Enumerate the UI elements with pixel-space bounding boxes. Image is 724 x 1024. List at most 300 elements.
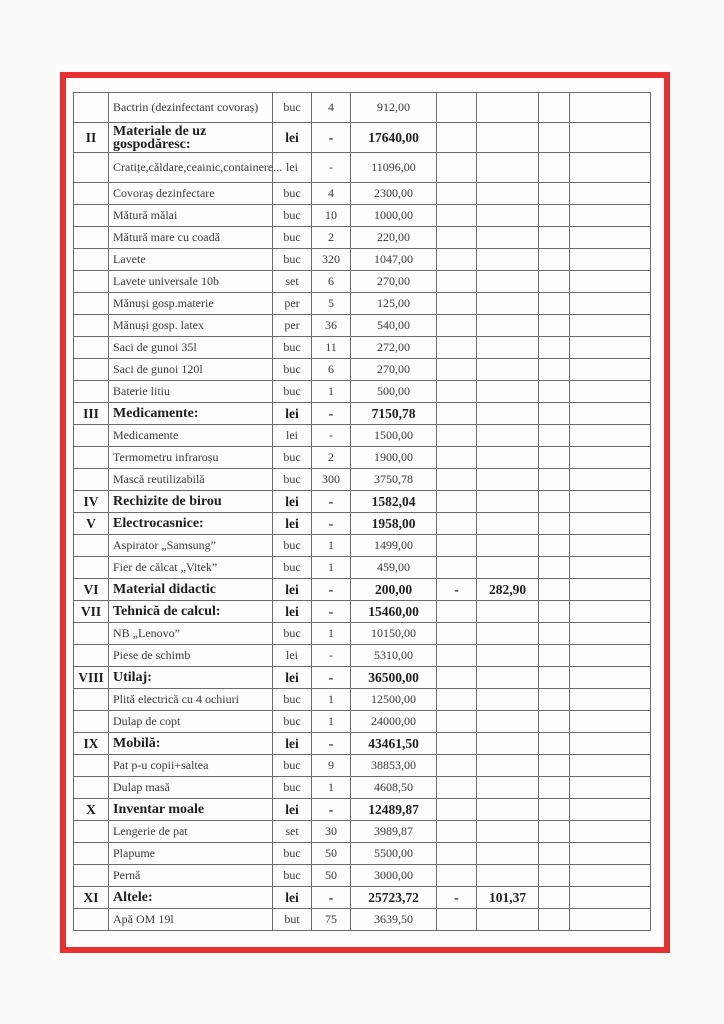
extra-col-3-cell (539, 249, 570, 271)
amount-cell: 5500,00 (351, 843, 437, 865)
extra-col-1-cell (437, 865, 477, 887)
unit-cell: lei (273, 601, 312, 623)
extra-col-4-cell (570, 689, 651, 711)
item-name-cell: Mănuși gosp. latex (109, 315, 273, 337)
extra-col-2-cell (477, 843, 539, 865)
extra-col-2-cell (477, 821, 539, 843)
extra-col-3-cell (539, 557, 570, 579)
unit-cell: lei (273, 667, 312, 689)
category-row (74, 403, 651, 425)
row-number-cell: IX (74, 733, 109, 755)
extra-col-2-cell (477, 93, 539, 123)
extra-col-1-cell (437, 359, 477, 381)
extra-col-3-cell (539, 123, 570, 153)
item-name-cell: Pernă (109, 865, 273, 887)
item-name-cell: Plită electrică cu 4 ochiuri (109, 689, 273, 711)
unit-cell: lei (273, 733, 312, 755)
extra-col-3-cell (539, 733, 570, 755)
extra-col-3-cell (539, 183, 570, 205)
extra-col-4-cell (570, 909, 651, 931)
amount-cell: 25723,72 (351, 887, 437, 909)
item-row (74, 293, 651, 315)
quantity-cell: 4 (312, 183, 351, 205)
unit-cell: buc (273, 469, 312, 491)
extra-col-1-cell (437, 557, 477, 579)
extra-col-3-cell (539, 909, 570, 931)
amount-cell: 1900,00 (351, 447, 437, 469)
item-row (74, 227, 651, 249)
item-name-cell: Apă OM 19l (109, 909, 273, 931)
row-number-cell (74, 153, 109, 183)
extra-col-2-cell (477, 271, 539, 293)
extra-col-1-cell (437, 755, 477, 777)
item-name-cell: Covoraș dezinfectare (109, 183, 273, 205)
quantity-cell: 6 (312, 271, 351, 293)
extra-col-2-cell (477, 799, 539, 821)
extra-col-1-cell (437, 425, 477, 447)
quantity-cell: 1 (312, 689, 351, 711)
item-name-cell: Saci de gunoi 120l (109, 359, 273, 381)
extra-col-2-cell (477, 777, 539, 799)
extra-col-4-cell (570, 359, 651, 381)
item-name-cell: Piese de schimb (109, 645, 273, 667)
extra-col-4-cell (570, 271, 651, 293)
amount-cell: 1582,04 (351, 491, 437, 513)
extra-col-3-cell (539, 425, 570, 447)
extra-col-4-cell (570, 381, 651, 403)
amount-cell: 12489,87 (351, 799, 437, 821)
amount-cell: 3989,87 (351, 821, 437, 843)
extra-col-4-cell (570, 865, 651, 887)
amount-cell: 912,00 (351, 93, 437, 123)
amount-cell: 3000,00 (351, 865, 437, 887)
extra-col-3-cell (539, 205, 570, 227)
extra-col-1-cell (437, 667, 477, 689)
extra-col-3-cell (539, 93, 570, 123)
unit-cell: lei (273, 579, 312, 601)
extra-col-1-cell (437, 623, 477, 645)
amount-cell: 43461,50 (351, 733, 437, 755)
quantity-cell: - (312, 403, 351, 425)
item-name-cell: Lavete universale 10b (109, 271, 273, 293)
extra-col-2-cell (477, 491, 539, 513)
amount-cell: 15460,00 (351, 601, 437, 623)
extra-col-1-cell (437, 381, 477, 403)
extra-col-4-cell (570, 535, 651, 557)
category-row (74, 491, 651, 513)
quantity-cell: 320 (312, 249, 351, 271)
extra-col-1-cell (437, 447, 477, 469)
row-number-cell (74, 711, 109, 733)
extra-col-2-cell: 101,37 (477, 887, 539, 909)
quantity-cell: 50 (312, 843, 351, 865)
extra-col-4-cell (570, 205, 651, 227)
quantity-cell: - (312, 799, 351, 821)
quantity-cell: 1 (312, 777, 351, 799)
row-number-cell (74, 843, 109, 865)
unit-cell: lei (273, 799, 312, 821)
unit-cell: lei (273, 645, 312, 667)
extra-col-2-cell (477, 711, 539, 733)
quantity-cell: - (312, 425, 351, 447)
amount-cell: 36500,00 (351, 667, 437, 689)
unit-cell: buc (273, 689, 312, 711)
amount-cell: 1499,00 (351, 535, 437, 557)
extra-col-3-cell (539, 711, 570, 733)
extra-col-1-cell (437, 227, 477, 249)
item-name-cell: Baterie litiu (109, 381, 273, 403)
unit-cell: buc (273, 535, 312, 557)
item-row (74, 711, 651, 733)
item-name-cell: Medicamente: (109, 403, 273, 425)
extra-col-1-cell (437, 403, 477, 425)
quantity-cell: 10 (312, 205, 351, 227)
unit-cell: per (273, 293, 312, 315)
row-number-cell (74, 909, 109, 931)
unit-cell: set (273, 271, 312, 293)
item-row (74, 623, 651, 645)
extra-col-3-cell (539, 271, 570, 293)
item-name-cell: NB „Lenovo” (109, 623, 273, 645)
extra-col-3-cell (539, 777, 570, 799)
amount-cell: 10150,00 (351, 623, 437, 645)
extra-col-1-cell (437, 777, 477, 799)
amount-cell: 11096,00 (351, 153, 437, 183)
unit-cell: buc (273, 447, 312, 469)
amount-cell: 125,00 (351, 293, 437, 315)
item-name-cell: Bactrin (dezinfectant covoraș) (109, 93, 273, 123)
item-row (74, 205, 651, 227)
extra-col-2-cell (477, 645, 539, 667)
amount-cell: 220,00 (351, 227, 437, 249)
item-row (74, 865, 651, 887)
extra-col-1-cell: - (437, 887, 477, 909)
extra-col-4-cell (570, 153, 651, 183)
row-number-cell: XI (74, 887, 109, 909)
item-name-cell: Tehnică de calcul: (109, 601, 273, 623)
extra-col-1-cell (437, 491, 477, 513)
row-number-cell (74, 689, 109, 711)
quantity-cell: 9 (312, 755, 351, 777)
row-number-cell (74, 865, 109, 887)
extra-col-3-cell (539, 821, 570, 843)
extra-col-4-cell (570, 227, 651, 249)
unit-cell: buc (273, 227, 312, 249)
unit-cell: buc (273, 249, 312, 271)
extra-col-2-cell (477, 153, 539, 183)
row-number-cell: VIII (74, 667, 109, 689)
quantity-cell: 1 (312, 557, 351, 579)
amount-cell: 2300,00 (351, 183, 437, 205)
row-number-cell: VI (74, 579, 109, 601)
unit-cell: lei (273, 513, 312, 535)
extra-col-2-cell (477, 123, 539, 153)
inventory-table (73, 92, 651, 931)
item-name-cell: Plapume (109, 843, 273, 865)
extra-col-3-cell (539, 579, 570, 601)
inventory-table-body (74, 93, 651, 931)
row-number-cell (74, 381, 109, 403)
item-name-cell: Altele: (109, 887, 273, 909)
extra-col-2-cell (477, 513, 539, 535)
amount-cell: 17640,00 (351, 123, 437, 153)
category-row (74, 887, 651, 909)
amount-cell: 200,00 (351, 579, 437, 601)
extra-col-1-cell (437, 123, 477, 153)
quantity-cell: 1 (312, 711, 351, 733)
item-name-cell: Aspirator „Samsung” (109, 535, 273, 557)
extra-col-4-cell (570, 293, 651, 315)
unit-cell: lei (273, 491, 312, 513)
extra-col-1-cell (437, 93, 477, 123)
quantity-cell: 1 (312, 381, 351, 403)
unit-cell: buc (273, 755, 312, 777)
amount-cell: 459,00 (351, 557, 437, 579)
row-number-cell: V (74, 513, 109, 535)
extra-col-4-cell (570, 799, 651, 821)
item-name-cell: Medicamente (109, 425, 273, 447)
extra-col-4-cell (570, 755, 651, 777)
extra-col-1-cell: - (437, 579, 477, 601)
unit-cell: buc (273, 337, 312, 359)
item-name-cell: Mănuși gosp.materie (109, 293, 273, 315)
item-name-cell: Electrocasnice: (109, 513, 273, 535)
amount-cell: 1958,00 (351, 513, 437, 535)
item-name-cell: Mătură mare cu coadă (109, 227, 273, 249)
category-row (74, 579, 651, 601)
quantity-cell: 4 (312, 93, 351, 123)
item-row (74, 821, 651, 843)
extra-col-3-cell (539, 447, 570, 469)
amount-cell: 3750,78 (351, 469, 437, 491)
extra-col-1-cell (437, 249, 477, 271)
extra-col-2-cell (477, 315, 539, 337)
extra-col-3-cell (539, 403, 570, 425)
unit-cell: lei (273, 123, 312, 153)
unit-cell: lei (273, 153, 312, 183)
unit-cell: set (273, 821, 312, 843)
extra-col-2-cell (477, 733, 539, 755)
extra-col-3-cell (539, 293, 570, 315)
extra-col-4-cell (570, 777, 651, 799)
category-row (74, 799, 651, 821)
amount-cell: 4608,50 (351, 777, 437, 799)
row-number-cell (74, 645, 109, 667)
item-row (74, 843, 651, 865)
item-row (74, 469, 651, 491)
unit-cell: buc (273, 711, 312, 733)
item-row (74, 93, 651, 123)
extra-col-3-cell (539, 843, 570, 865)
extra-col-2-cell (477, 249, 539, 271)
row-number-cell (74, 623, 109, 645)
category-row (74, 601, 651, 623)
row-number-cell (74, 755, 109, 777)
item-row (74, 183, 651, 205)
item-name-cell: Dulap de copt (109, 711, 273, 733)
extra-col-1-cell (437, 153, 477, 183)
row-number-cell: III (74, 403, 109, 425)
item-row (74, 645, 651, 667)
item-row (74, 315, 651, 337)
extra-col-4-cell (570, 337, 651, 359)
item-name-cell: Termometru infraroșu (109, 447, 273, 469)
extra-col-1-cell (437, 733, 477, 755)
extra-col-4-cell (570, 315, 651, 337)
amount-cell: 1047,00 (351, 249, 437, 271)
row-number-cell: VII (74, 601, 109, 623)
unit-cell: buc (273, 865, 312, 887)
extra-col-4-cell (570, 425, 651, 447)
extra-col-2-cell: 282,90 (477, 579, 539, 601)
quantity-cell: 2 (312, 227, 351, 249)
quantity-cell: - (312, 733, 351, 755)
extra-col-4-cell (570, 623, 651, 645)
quantity-cell: - (312, 491, 351, 513)
quantity-cell: - (312, 887, 351, 909)
extra-col-3-cell (539, 153, 570, 183)
unit-cell: buc (273, 381, 312, 403)
extra-col-1-cell (437, 711, 477, 733)
row-number-cell (74, 447, 109, 469)
row-number-cell: X (74, 799, 109, 821)
row-number-cell (74, 359, 109, 381)
extra-col-2-cell (477, 447, 539, 469)
quantity-cell: 5 (312, 293, 351, 315)
item-name-cell: Mască reutilizabilă (109, 469, 273, 491)
item-row (74, 249, 651, 271)
extra-col-1-cell (437, 271, 477, 293)
extra-col-2-cell (477, 689, 539, 711)
item-name-cell: Lavete (109, 249, 273, 271)
row-number-cell (74, 249, 109, 271)
amount-cell: 38853,00 (351, 755, 437, 777)
item-row (74, 777, 651, 799)
amount-cell: 24000,00 (351, 711, 437, 733)
extra-col-2-cell (477, 425, 539, 447)
extra-col-1-cell (437, 689, 477, 711)
quantity-cell: - (312, 645, 351, 667)
extra-col-4-cell (570, 667, 651, 689)
extra-col-2-cell (477, 381, 539, 403)
extra-col-3-cell (539, 667, 570, 689)
extra-col-2-cell (477, 535, 539, 557)
quantity-cell: 1 (312, 535, 351, 557)
extra-col-4-cell (570, 447, 651, 469)
quantity-cell: - (312, 667, 351, 689)
extra-col-3-cell (539, 601, 570, 623)
extra-col-1-cell (437, 799, 477, 821)
extra-col-3-cell (539, 359, 570, 381)
quantity-cell: - (312, 123, 351, 153)
extra-col-2-cell (477, 755, 539, 777)
unit-cell: buc (273, 359, 312, 381)
extra-col-4-cell (570, 123, 651, 153)
unit-cell: buc (273, 93, 312, 123)
extra-col-3-cell (539, 491, 570, 513)
category-row (74, 513, 651, 535)
amount-cell: 270,00 (351, 271, 437, 293)
quantity-cell: 50 (312, 865, 351, 887)
extra-col-4-cell (570, 491, 651, 513)
item-row (74, 359, 651, 381)
extra-col-2-cell (477, 227, 539, 249)
extra-col-1-cell (437, 315, 477, 337)
extra-col-3-cell (539, 645, 570, 667)
quantity-cell: - (312, 579, 351, 601)
extra-col-1-cell (437, 821, 477, 843)
row-number-cell (74, 337, 109, 359)
row-number-cell (74, 183, 109, 205)
extra-col-2-cell (477, 337, 539, 359)
item-name-cell: Fier de călcat „Vitek” (109, 557, 273, 579)
extra-col-2-cell (477, 403, 539, 425)
item-name-cell: Dulap masă (109, 777, 273, 799)
row-number-cell (74, 271, 109, 293)
extra-col-4-cell (570, 843, 651, 865)
quantity-cell: 36 (312, 315, 351, 337)
quantity-cell: 6 (312, 359, 351, 381)
item-row (74, 535, 651, 557)
row-number-cell (74, 205, 109, 227)
extra-col-1-cell (437, 843, 477, 865)
item-row (74, 557, 651, 579)
item-name-cell: Mătură mălai (109, 205, 273, 227)
item-name-cell: Pat p-u copii+saltea (109, 755, 273, 777)
item-name-cell: Utilaj: (109, 667, 273, 689)
extra-col-3-cell (539, 689, 570, 711)
row-number-cell (74, 425, 109, 447)
extra-col-3-cell (539, 887, 570, 909)
row-number-cell: II (74, 123, 109, 153)
extra-col-4-cell (570, 601, 651, 623)
extra-col-2-cell (477, 469, 539, 491)
quantity-cell: 1 (312, 623, 351, 645)
extra-col-2-cell (477, 667, 539, 689)
unit-cell: lei (273, 425, 312, 447)
extra-col-4-cell (570, 183, 651, 205)
item-name-cell: Rechizite de birou (109, 491, 273, 513)
extra-col-4-cell (570, 887, 651, 909)
item-row (74, 153, 651, 183)
amount-cell: 272,00 (351, 337, 437, 359)
item-name-cell: Cratițe,căldare,ceainic,containere... (109, 153, 273, 183)
unit-cell: lei (273, 887, 312, 909)
item-row (74, 689, 651, 711)
extra-col-1-cell (437, 535, 477, 557)
extra-col-4-cell (570, 579, 651, 601)
extra-col-4-cell (570, 557, 651, 579)
extra-col-4-cell (570, 821, 651, 843)
extra-col-3-cell (539, 535, 570, 557)
extra-col-1-cell (437, 513, 477, 535)
extra-col-3-cell (539, 755, 570, 777)
category-row (74, 733, 651, 755)
row-number-cell (74, 315, 109, 337)
item-row (74, 447, 651, 469)
extra-col-1-cell (437, 469, 477, 491)
unit-cell: lei (273, 403, 312, 425)
item-row (74, 381, 651, 403)
amount-cell: 12500,00 (351, 689, 437, 711)
amount-cell: 7150,78 (351, 403, 437, 425)
row-number-cell: IV (74, 491, 109, 513)
extra-col-2-cell (477, 865, 539, 887)
row-number-cell (74, 777, 109, 799)
extra-col-4-cell (570, 733, 651, 755)
extra-col-3-cell (539, 337, 570, 359)
extra-col-2-cell (477, 909, 539, 931)
